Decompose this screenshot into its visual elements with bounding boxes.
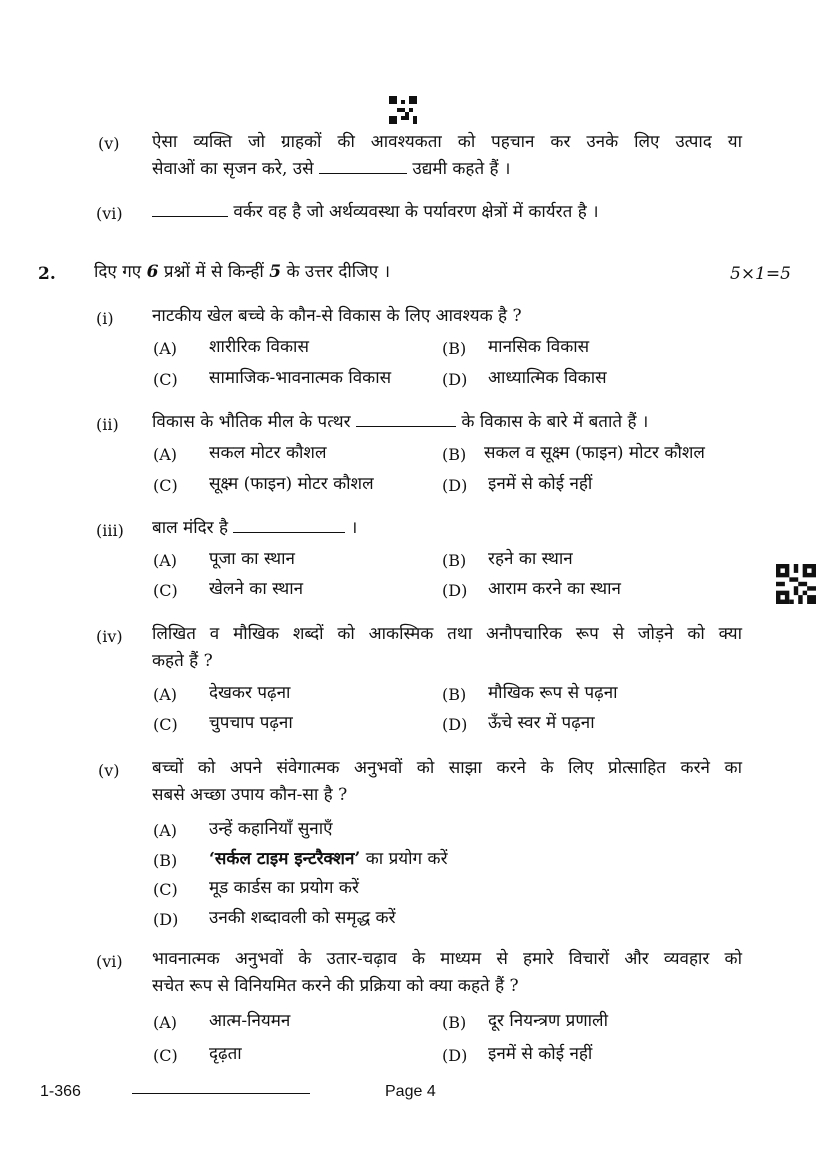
q2-instruction <box>94 261 390 283</box>
q2-v-line2: सबसे अच्छा उपाय कौन-सा है ? <box>152 785 348 805</box>
page-number: Page 4 <box>385 1083 436 1100</box>
q2-iv-option-c: चुपचाप पढ़ना <box>209 713 293 733</box>
q2-i-number: (i) <box>96 309 114 328</box>
q1-v-line2-b: उद्यमी कहते हैं । <box>412 159 511 179</box>
q2-v-option-c: मूड कार्डस का प्रयोग करें <box>209 878 359 898</box>
q2-iii-option-a: पूजा का स्थान <box>209 549 295 569</box>
q2-iii-option-c: खेलने का स्थान <box>209 579 304 599</box>
q2-v-number: (v) <box>98 761 120 780</box>
option-label-c: (C) <box>153 581 178 600</box>
q2-vi-line1: भावनात्मक अनुभवों के उतार-चढ़ाव के माध्यम से हमारे विचारों और व्यवहार को <box>152 949 742 969</box>
option-label-c: (C) <box>153 370 178 389</box>
q2-v-option-a: उन्हें कहानियाँ सुनाएँ <box>209 819 333 839</box>
q2-i-option-c: सामाजिक-भावनात्मक विकास <box>209 368 392 388</box>
q1-v-line2-a: सेवाओं का सृजन करे, उसे <box>152 159 314 179</box>
option-label-d: (D) <box>442 370 468 389</box>
q2-instr-b: प्रश्नों में से किन्हीं <box>163 262 264 282</box>
option-label-c: (C) <box>153 880 178 899</box>
q2-i-option-b: मानसिक विकास <box>488 337 590 357</box>
option-label-a: (A) <box>153 821 178 840</box>
q2-instr-six: 6 <box>146 262 159 282</box>
q2-vi-option-d: इनमें से कोई नहीं <box>488 1044 593 1064</box>
q2-v-option-b-rest: का प्रयोग करें <box>365 849 448 869</box>
q2-i-option-d: आध्यात्मिक विकास <box>488 368 607 388</box>
option-label-c: (C) <box>153 476 178 495</box>
option-label-b: (B) <box>442 551 467 570</box>
q2-vi-option-c: दृढ़ता <box>209 1044 242 1064</box>
q2-vi-number: (vi) <box>96 952 123 971</box>
q2-iv-option-a: देखकर पढ़ना <box>209 683 291 703</box>
q2-v-option-b-term: ‘सर्कल टाइम इन्टरैक्शन’ <box>209 849 361 869</box>
option-label-b: (B) <box>153 851 178 870</box>
option-label-a: (A) <box>153 445 178 464</box>
q2-iii-text-b: । <box>350 518 358 538</box>
q2-ii-option-d: इनमें से कोई नहीं <box>488 474 593 494</box>
q2-v-line1: बच्चों को अपने संवेगात्मक अनुभवों को साझा करने के लिए प्रोत्साहित करने का <box>152 758 742 778</box>
q2-ii-option-b: सकल व सूक्ष्म (फाइन) मोटर कौशल <box>484 443 705 463</box>
q2-iv-line1: लिखित व मौखिक शब्दों को आकस्मिक तथा अनौपचारिक रूप से जोड़ने को क्या <box>152 624 742 644</box>
option-label-d: (D) <box>442 1046 468 1065</box>
q2-iii-number: (iii) <box>96 521 124 540</box>
q2-marks: 5×1=5 <box>730 264 791 284</box>
option-label-d: (D) <box>442 476 468 495</box>
q2-iv-option-d: ऊँचे स्वर में पढ़ना <box>488 713 595 733</box>
q2-iii-question <box>152 517 357 539</box>
q2-vi-line2: सचेत रूप से विनियमित करने की प्रक्रिया को क्या कहते हैं ? <box>152 976 519 996</box>
q2-i-question: नाटकीय खेल बच्चे के कौन-से विकास के लिए आवश्यक है ? <box>152 306 522 326</box>
q2-instr-five: 5 <box>269 262 282 282</box>
q1-v-number: (v) <box>98 134 120 153</box>
q2-iv-option-b: मौखिक रूप से पढ़ना <box>488 683 618 703</box>
option-label-d: (D) <box>442 581 468 600</box>
option-label-a: (A) <box>153 1013 178 1032</box>
q2-v-option-d: उनकी शब्दावली को समृद्ध करें <box>209 908 396 928</box>
answer-blank <box>319 158 407 174</box>
q1-vi-text <box>152 201 599 223</box>
option-label-a: (A) <box>153 339 178 358</box>
option-label-a: (A) <box>153 551 178 570</box>
q2-vi-option-a: आत्म-नियमन <box>209 1011 291 1031</box>
q2-ii-question <box>152 411 648 433</box>
option-label-b: (B) <box>442 445 467 464</box>
q2-v-option-b <box>209 848 448 870</box>
option-label-d: (D) <box>442 715 468 734</box>
q2-ii-text-a: विकास के भौतिक मील के पत्थर <box>152 412 351 432</box>
footer-rule <box>132 1093 310 1094</box>
option-label-c: (C) <box>153 1046 178 1065</box>
q1-v-line1: ऐसा व्यक्ति जो ग्राहकों की आवश्यकता को पहचान कर उनके लिए उत्पाद या <box>152 132 742 152</box>
q2-iii-option-b: रहने का स्थान <box>488 549 573 569</box>
q2-instr-c: के उत्तर दीजिए । <box>286 262 391 282</box>
option-label-b: (B) <box>442 685 467 704</box>
answer-blank <box>233 517 345 533</box>
q2-i-option-a: शारीरिक विकास <box>209 337 309 357</box>
qr-code-side <box>776 564 816 604</box>
q2-instr-a: दिए गए <box>94 262 142 282</box>
q2-iii-text-a: बाल मंदिर है <box>152 518 229 538</box>
q2-ii-number: (ii) <box>96 415 119 434</box>
q2-ii-option-a: सकल मोटर कौशल <box>209 443 327 463</box>
option-label-b: (B) <box>442 339 467 358</box>
option-label-c: (C) <box>153 715 178 734</box>
option-label-b: (B) <box>442 1013 467 1032</box>
q1-vi-statement: वर्कर वह है जो अर्थव्यवस्था के पर्यावरण क्षेत्रों में कार्यरत है । <box>233 202 599 222</box>
q2-iv-line2: कहते हैं ? <box>152 651 213 671</box>
q1-v-line2 <box>152 158 510 180</box>
q2-ii-option-c: सूक्ष्म (फाइन) मोटर कौशल <box>209 474 374 494</box>
answer-blank <box>356 411 456 427</box>
paper-code: 1-366 <box>40 1083 81 1100</box>
answer-blank <box>152 201 228 217</box>
q1-vi-number: (vi) <box>96 204 123 223</box>
qr-code-top <box>389 96 417 124</box>
option-label-d: (D) <box>153 910 179 929</box>
q2-number: 2. <box>38 264 56 284</box>
q2-ii-text-b: के विकास के बारे में बताते हैं । <box>461 412 649 432</box>
option-label-a: (A) <box>153 685 178 704</box>
q2-iii-option-d: आराम करने का स्थान <box>488 579 621 599</box>
q2-iv-number: (iv) <box>96 627 123 646</box>
q2-vi-option-b: दूर नियन्त्रण प्रणाली <box>488 1011 608 1031</box>
